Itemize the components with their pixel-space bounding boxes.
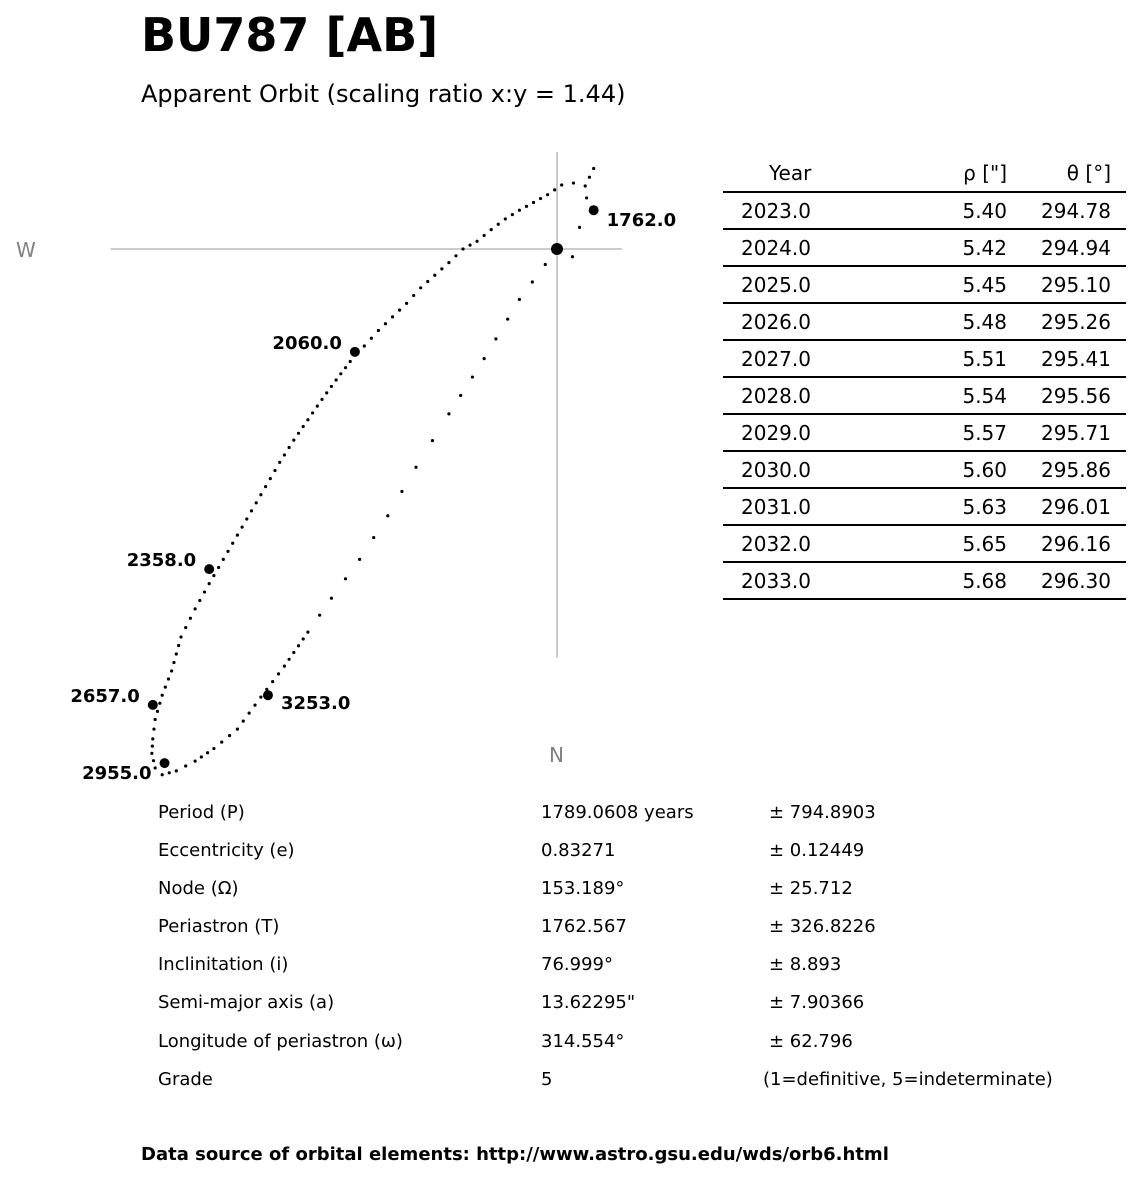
orbit-point	[297, 644, 300, 647]
orbit-point	[156, 710, 159, 713]
ephemeris-row	[723, 340, 1126, 377]
theta-cell: 294.94	[1007, 229, 1126, 266]
orbit-point	[330, 385, 333, 388]
orbit-point	[184, 764, 187, 767]
orbit-point	[248, 712, 251, 715]
orbit-point	[339, 372, 342, 375]
rho-cell: 5.51	[889, 340, 1007, 377]
data-source-note: Data source of orbital elements: http://www.astro.gsu.edu/wds/orb6.html	[141, 1144, 889, 1165]
epoch-marker	[263, 690, 273, 700]
orbit-point	[447, 412, 450, 415]
theta-cell: 295.71	[1007, 414, 1126, 451]
orbit-point	[584, 184, 587, 187]
orbit-point	[578, 226, 581, 229]
year-cell: 2029.0	[723, 414, 889, 451]
year-cell: 2024.0	[723, 229, 889, 266]
element-value: 5	[541, 1068, 553, 1090]
element-name: Longitude of periastron (ω)	[158, 1030, 403, 1052]
element-error: ± 326.8226	[769, 916, 876, 938]
orbit-point	[253, 704, 256, 707]
orbit-point	[468, 244, 471, 247]
header-rho: ρ ["]	[889, 155, 1007, 192]
year-cell: 2030.0	[723, 451, 889, 488]
orbit-point	[306, 418, 309, 421]
element-error: ± 62.796	[769, 1030, 853, 1052]
orbit-point	[447, 261, 450, 264]
element-name: Period (P)	[158, 802, 245, 823]
orbit-point	[490, 228, 493, 231]
element-error: ± 794.8903	[769, 802, 876, 823]
rho-cell: 5.63	[889, 488, 1007, 525]
element-value: 314.554°	[541, 1030, 625, 1052]
year-cell: 2027.0	[723, 340, 889, 377]
orbit-point	[236, 534, 239, 537]
orbit-point	[459, 394, 462, 397]
orbit-point	[206, 751, 209, 754]
epoch-label: 2358.0	[126, 550, 197, 572]
primary-star-marker	[551, 243, 563, 255]
orbit-point	[398, 309, 401, 312]
orbit-point	[506, 318, 509, 321]
orbit-point	[259, 493, 262, 496]
orbit-point	[476, 240, 479, 243]
orbit-point	[228, 734, 231, 737]
orbit-point	[288, 658, 291, 661]
orbit-point	[198, 599, 201, 602]
element-value: 76.999°	[541, 954, 613, 976]
orbit-point	[302, 637, 305, 640]
orbit-point	[245, 517, 248, 520]
orbit-point	[189, 617, 192, 620]
element-name: Node (Ω)	[158, 878, 239, 900]
orbit-point	[158, 702, 161, 705]
year-cell: 2031.0	[723, 488, 889, 525]
orbit-point	[194, 760, 197, 763]
ephemeris-row	[723, 562, 1126, 599]
orbit-point	[283, 665, 286, 668]
orbit-point	[278, 461, 281, 464]
orbit-point	[426, 280, 429, 283]
orbit-point	[306, 631, 309, 634]
orbit-point	[335, 378, 338, 381]
element-name: Inclinitation (i)	[158, 954, 289, 976]
orbit-point	[546, 193, 549, 196]
orbit-point	[179, 635, 182, 638]
orbit-point	[203, 590, 206, 593]
rho-cell: 5.65	[889, 525, 1007, 562]
ephemeris-row	[723, 414, 1126, 451]
orbit-point	[316, 405, 319, 408]
orbit-point	[363, 344, 366, 347]
orbit-point	[175, 652, 178, 655]
orbit-point	[161, 773, 164, 776]
orbit-point	[212, 747, 215, 750]
chart-subtitle: Apparent Orbit (scaling ratio x:y = 1.44)	[141, 80, 626, 108]
orbit-point	[372, 536, 375, 539]
orbit-point	[518, 209, 521, 212]
year-cell: 2032.0	[723, 525, 889, 562]
element-name: Eccentricity (e)	[158, 840, 295, 862]
theta-cell: 296.01	[1007, 488, 1126, 525]
orbit-point	[504, 217, 507, 220]
orbit-point	[273, 469, 276, 472]
orbit-point	[440, 267, 443, 270]
west-label: W	[16, 238, 36, 262]
orbit-point	[168, 771, 171, 774]
orbit-point	[414, 466, 417, 469]
orbit-point	[200, 755, 203, 758]
orbit-point	[222, 558, 225, 561]
epoch-marker	[160, 758, 170, 768]
element-error: ± 8.893	[769, 954, 842, 976]
epoch-label: 2657.0	[70, 685, 140, 707]
orbit-point	[255, 501, 258, 504]
orbit-point	[175, 769, 178, 772]
orbit-point	[212, 574, 215, 577]
epoch-label: 2060.0	[272, 332, 342, 354]
orbit-point	[592, 167, 595, 170]
chart-title: BU787 [AB]	[141, 8, 439, 62]
theta-cell: 294.78	[1007, 192, 1126, 229]
orbit-point	[400, 490, 403, 493]
year-cell: 2028.0	[723, 377, 889, 414]
orbit-point	[152, 759, 155, 762]
orbit-point	[177, 644, 180, 647]
orbit-point	[271, 680, 274, 683]
orbit-point	[525, 205, 528, 208]
rho-cell: 5.48	[889, 303, 1007, 340]
element-name: Semi-major axis (a)	[158, 992, 335, 1014]
orbit-point	[292, 438, 295, 441]
rho-cell: 5.40	[889, 192, 1007, 229]
orbit-point	[391, 315, 394, 318]
orbit-point	[226, 550, 229, 553]
epoch-marker	[148, 700, 158, 710]
orbit-point	[150, 752, 153, 755]
epoch-label: 1762.0	[606, 210, 677, 232]
orbit-point	[344, 577, 347, 580]
epoch-marker	[350, 347, 360, 357]
orbit-point	[172, 661, 175, 664]
ephemeris-row	[723, 266, 1126, 303]
orbit-point	[154, 718, 157, 721]
theta-cell: 296.30	[1007, 562, 1126, 599]
orbit-point	[386, 514, 389, 517]
ephemeris-row	[723, 525, 1126, 562]
orbit-point	[208, 582, 211, 585]
orbit-point	[377, 329, 380, 332]
orbit-point	[384, 322, 387, 325]
orbit-point	[154, 766, 157, 769]
rho-cell: 5.57	[889, 414, 1007, 451]
orbit-point	[539, 197, 542, 200]
ephemeris-row	[723, 451, 1126, 488]
rho-cell: 5.42	[889, 229, 1007, 266]
element-value: 13.62295"	[541, 992, 636, 1014]
orbit-point	[483, 357, 486, 360]
orbit-point	[497, 223, 500, 226]
orbit-point	[518, 298, 521, 301]
orbit-point	[283, 453, 286, 456]
orbit-point	[560, 183, 563, 186]
orbit-point	[531, 280, 534, 283]
theta-cell: 295.86	[1007, 451, 1126, 488]
epoch-label: 2955.0	[82, 763, 152, 785]
orbit-point	[311, 411, 314, 414]
orbit-point	[405, 302, 408, 305]
ephemeris-row	[723, 488, 1126, 525]
orbit-point	[152, 728, 155, 731]
orbit-point	[269, 477, 272, 480]
ephemeris-row	[723, 303, 1126, 340]
orbit-point	[217, 566, 220, 569]
orbit-point	[358, 558, 361, 561]
element-value: 153.189°	[541, 878, 625, 900]
orbit-point	[532, 201, 535, 204]
orbit-point	[161, 694, 164, 697]
orbit-point	[194, 607, 197, 610]
ephemeris-header-row	[723, 155, 1126, 192]
orbit-point	[370, 337, 373, 340]
orbit-point	[236, 728, 239, 731]
orbit-point	[167, 677, 170, 680]
orbit-point	[288, 446, 291, 449]
orbit-point	[297, 432, 300, 435]
theta-cell: 295.41	[1007, 340, 1126, 377]
ephemeris-row	[723, 192, 1126, 229]
orbit-point	[292, 651, 295, 654]
orbit-point	[454, 254, 457, 257]
orbit-point	[461, 247, 464, 250]
orbit-point	[277, 672, 280, 675]
orbit-point	[553, 188, 556, 191]
orbit-point	[318, 614, 321, 617]
header-theta: θ [°]	[1007, 155, 1126, 192]
epoch-marker	[204, 564, 214, 574]
orbit-point	[259, 696, 262, 699]
orbit-point	[231, 542, 234, 545]
orbit-point	[151, 737, 154, 740]
orbit-point	[412, 294, 415, 297]
orbit-point	[302, 425, 305, 428]
year-cell: 2023.0	[723, 192, 889, 229]
orbit-plot	[0, 140, 700, 785]
orbit-point	[184, 626, 187, 629]
orbit-point	[151, 745, 154, 748]
grade-note: (1=definitive, 5=indeterminate)	[763, 1068, 1053, 1090]
epoch-label: 3253.0	[280, 693, 351, 715]
orbit-point	[164, 686, 167, 689]
year-cell: 2033.0	[723, 562, 889, 599]
orbit-point	[572, 181, 575, 184]
theta-cell: 295.10	[1007, 266, 1126, 303]
element-value: 1762.567	[541, 916, 627, 938]
element-name: Grade	[158, 1068, 213, 1090]
year-cell: 2026.0	[723, 303, 889, 340]
north-label: N	[549, 743, 564, 767]
element-value: 0.83271	[541, 840, 616, 862]
orbit-point	[471, 375, 474, 378]
element-error: ± 7.90366	[769, 992, 865, 1014]
orbit-point	[325, 391, 328, 394]
orbit-point	[330, 597, 333, 600]
rho-cell: 5.68	[889, 562, 1007, 599]
orbit-point	[320, 398, 323, 401]
ephemeris-row	[723, 229, 1126, 266]
orbit-point	[483, 234, 486, 237]
orbit-point	[433, 274, 436, 277]
orbit-point	[419, 286, 422, 289]
orbit-point	[585, 196, 588, 199]
orbit-point	[511, 213, 514, 216]
header-year: Year	[723, 155, 889, 192]
epoch-marker	[589, 205, 599, 215]
theta-cell: 295.56	[1007, 377, 1126, 414]
theta-cell: 295.26	[1007, 303, 1126, 340]
element-value: 1789.0608 years	[541, 802, 694, 823]
ephemeris-table	[723, 155, 1126, 600]
orbit-point	[264, 485, 267, 488]
orbit-point	[571, 255, 574, 258]
rho-cell: 5.45	[889, 266, 1007, 303]
orbit-point	[544, 263, 547, 266]
element-error: ± 0.12449	[769, 840, 865, 862]
orbit-point	[170, 669, 173, 672]
orbit-point	[220, 740, 223, 743]
theta-cell: 296.16	[1007, 525, 1126, 562]
orbit-point	[588, 176, 591, 179]
orbit-point	[242, 720, 245, 723]
element-name: Periastron (T)	[158, 916, 280, 938]
orbit-point	[250, 509, 253, 512]
orbit-point	[349, 360, 352, 363]
orbit-point	[494, 337, 497, 340]
orbit-point	[431, 439, 434, 442]
rho-cell: 5.60	[889, 451, 1007, 488]
year-cell: 2025.0	[723, 266, 889, 303]
rho-cell: 5.54	[889, 377, 1007, 414]
element-error: ± 25.712	[769, 878, 853, 900]
ephemeris-row	[723, 377, 1126, 414]
orbit-point	[241, 525, 244, 528]
orbit-point	[344, 366, 347, 369]
